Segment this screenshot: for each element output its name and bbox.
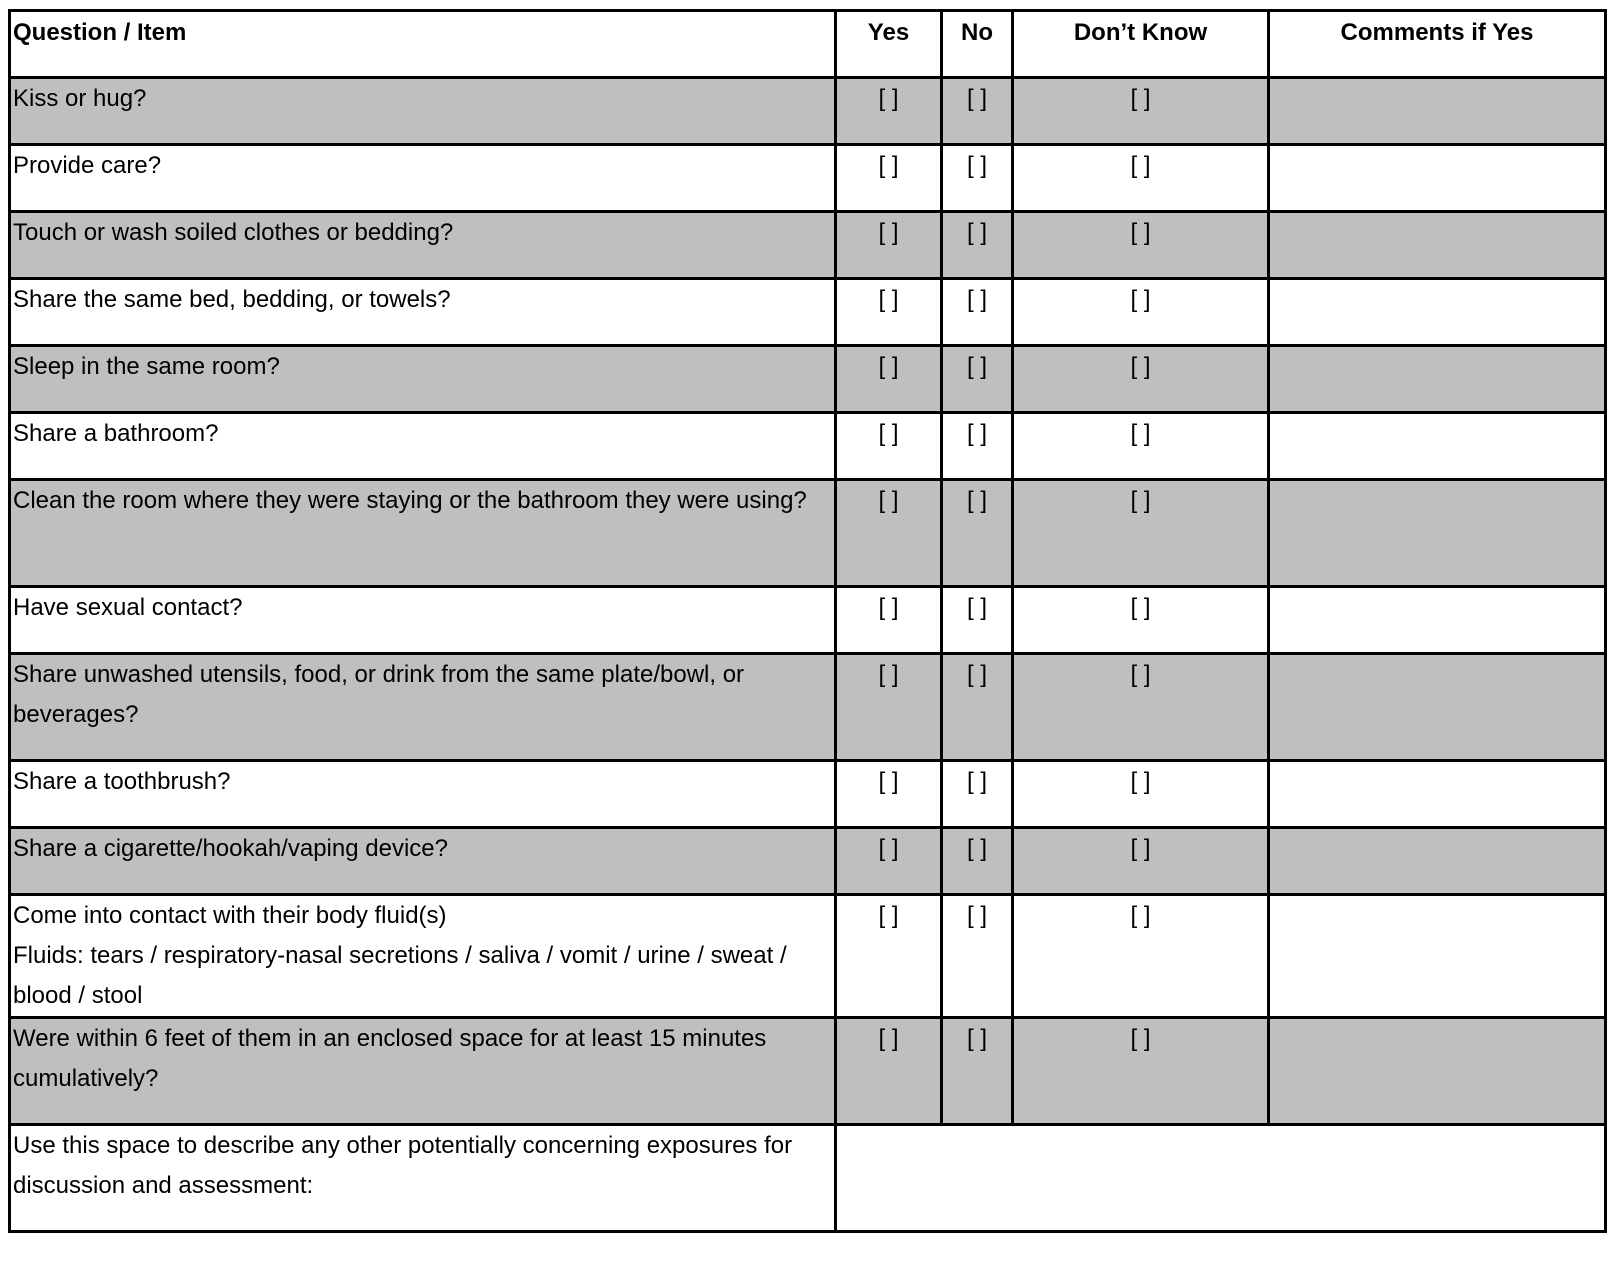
checkbox-glyph: [ ]: [1130, 768, 1151, 795]
checkbox-glyph: [ ]: [966, 768, 987, 795]
question-line: Sleep in the same room?: [13, 353, 280, 380]
question-text: [10, 895, 836, 1018]
yes-checkbox[interactable]: [836, 78, 942, 145]
checkbox-glyph: [ ]: [966, 152, 987, 179]
checkbox-glyph: [ ]: [966, 420, 987, 447]
yes-checkbox[interactable]: [836, 279, 942, 346]
checkbox-glyph: [ ]: [878, 152, 899, 179]
header-no: No: [942, 11, 1013, 78]
comments-field[interactable]: [1269, 279, 1606, 346]
checkbox-glyph: [ ]: [1130, 1025, 1151, 1052]
question-text: [10, 346, 836, 413]
table-row: [10, 279, 1606, 346]
question-text: [10, 1018, 836, 1125]
question-line: Share a bathroom?: [13, 420, 219, 447]
no-checkbox[interactable]: [942, 212, 1013, 279]
checkbox-glyph: [ ]: [878, 661, 899, 688]
question-line: Share a cigarette/hookah/vaping device?: [13, 835, 448, 862]
no-checkbox[interactable]: [942, 413, 1013, 480]
checkbox-glyph: [ ]: [878, 1025, 899, 1052]
table-row: [10, 587, 1606, 654]
checkbox-glyph: [ ]: [966, 1025, 987, 1052]
dont-know-checkbox[interactable]: [1013, 78, 1269, 145]
question-line: Clean the room where they were staying or the bathroom they were using?: [13, 487, 807, 514]
checkbox-glyph: [ ]: [878, 594, 899, 621]
checkbox-glyph: [ ]: [1130, 902, 1151, 929]
table-header-row: [10, 11, 1606, 78]
yes-checkbox[interactable]: [836, 587, 942, 654]
checkbox-glyph: [ ]: [878, 487, 899, 514]
comments-field[interactable]: [1269, 346, 1606, 413]
comments-field[interactable]: [1269, 212, 1606, 279]
checkbox-glyph: [ ]: [966, 661, 987, 688]
table-row: [10, 346, 1606, 413]
exposure-questionnaire-table: [8, 9, 1607, 1233]
comments-field[interactable]: [1269, 654, 1606, 761]
comments-field[interactable]: [1269, 587, 1606, 654]
question-line: Come into contact with their body fluid(s): [13, 902, 447, 929]
dont-know-checkbox[interactable]: [1013, 1018, 1269, 1125]
other-exposures-description-field[interactable]: [836, 1125, 1606, 1232]
comments-field[interactable]: [1269, 895, 1606, 1018]
question-line: Have sexual contact?: [13, 594, 243, 621]
header-dont-know: Don’t Know: [1013, 11, 1269, 78]
checkbox-glyph: [ ]: [1130, 835, 1151, 862]
checkbox-glyph: [ ]: [1130, 152, 1151, 179]
no-checkbox[interactable]: [942, 828, 1013, 895]
table-row: [10, 413, 1606, 480]
yes-checkbox[interactable]: [836, 895, 942, 1018]
table-row: [10, 828, 1606, 895]
checkbox-glyph: [ ]: [1130, 353, 1151, 380]
no-checkbox[interactable]: [942, 279, 1013, 346]
checkbox-glyph: [ ]: [1130, 594, 1151, 621]
checkbox-glyph: [ ]: [878, 286, 899, 313]
comments-field[interactable]: [1269, 1018, 1606, 1125]
question-text: [10, 480, 836, 587]
checkbox-glyph: [ ]: [878, 420, 899, 447]
checkbox-glyph: [ ]: [966, 219, 987, 246]
checkbox-glyph: [ ]: [1130, 420, 1151, 447]
question-rows: [10, 78, 1606, 1232]
comments-field[interactable]: [1269, 761, 1606, 828]
table-row: [10, 78, 1606, 145]
dont-know-checkbox[interactable]: [1013, 279, 1269, 346]
checkbox-glyph: [ ]: [966, 286, 987, 313]
question-line: Touch or wash soiled clothes or bedding?: [13, 219, 454, 246]
dont-know-checkbox[interactable]: [1013, 895, 1269, 1018]
question-line: Were within 6 feet of them in an enclosed space for at least 15 minutes cumulatively?: [13, 1025, 767, 1092]
table-row: [10, 212, 1606, 279]
other-exposures-row: [10, 1125, 1606, 1232]
checkbox-glyph: [ ]: [966, 594, 987, 621]
comments-field[interactable]: [1269, 78, 1606, 145]
comments-field[interactable]: [1269, 480, 1606, 587]
checkbox-glyph: [ ]: [1130, 661, 1151, 688]
no-checkbox[interactable]: [942, 761, 1013, 828]
other-exposures-prompt: Use this space to describe any other potentially concerning exposures for discussion and assessment:: [10, 1125, 836, 1232]
question-text: [10, 78, 836, 145]
dont-know-checkbox[interactable]: [1013, 212, 1269, 279]
dont-know-checkbox[interactable]: [1013, 346, 1269, 413]
question-text: [10, 279, 836, 346]
question-line: Provide care?: [13, 152, 162, 179]
yes-checkbox[interactable]: [836, 480, 942, 587]
checkbox-glyph: [ ]: [966, 85, 987, 112]
dont-know-checkbox[interactable]: [1013, 587, 1269, 654]
dont-know-checkbox[interactable]: [1013, 480, 1269, 587]
dont-know-checkbox[interactable]: [1013, 413, 1269, 480]
no-checkbox[interactable]: [942, 145, 1013, 212]
no-checkbox[interactable]: [942, 346, 1013, 413]
checkbox-glyph: [ ]: [1130, 286, 1151, 313]
table-row: [10, 654, 1606, 761]
table-row: [10, 480, 1606, 587]
checkbox-glyph: [ ]: [966, 353, 987, 380]
no-checkbox[interactable]: [942, 587, 1013, 654]
yes-checkbox[interactable]: [836, 413, 942, 480]
table-row: [10, 1018, 1606, 1125]
checkbox-glyph: [ ]: [878, 85, 899, 112]
question-line: Kiss or hug?: [13, 85, 147, 112]
checkbox-glyph: [ ]: [878, 835, 899, 862]
header-yes: Yes: [836, 11, 942, 78]
yes-checkbox[interactable]: [836, 654, 942, 761]
table-row: [10, 145, 1606, 212]
checkbox-glyph: [ ]: [1130, 487, 1151, 514]
yes-checkbox[interactable]: [836, 1018, 942, 1125]
yes-checkbox[interactable]: [836, 145, 942, 212]
question-text: [10, 413, 836, 480]
header-comments-if-yes: Comments if Yes: [1269, 11, 1606, 78]
yes-checkbox[interactable]: [836, 828, 942, 895]
checkbox-glyph: [ ]: [1130, 219, 1151, 246]
question-line: Share unwashed utensils, food, or drink from the same plate/bowl, or beverages?: [13, 661, 745, 728]
checkbox-glyph: [ ]: [966, 487, 987, 514]
dont-know-checkbox[interactable]: [1013, 145, 1269, 212]
question-text: [10, 212, 836, 279]
yes-checkbox[interactable]: [836, 346, 942, 413]
dont-know-checkbox[interactable]: [1013, 828, 1269, 895]
yes-checkbox[interactable]: [836, 212, 942, 279]
checkbox-glyph: [ ]: [878, 902, 899, 929]
question-text: [10, 828, 836, 895]
checkbox-glyph: [ ]: [878, 353, 899, 380]
question-line: Fluids: tears / respiratory-nasal secretions / saliva / vomit / urine / sweat / blood / stool: [13, 942, 787, 1009]
yes-checkbox[interactable]: [836, 761, 942, 828]
no-checkbox[interactable]: [942, 480, 1013, 587]
comments-field[interactable]: [1269, 145, 1606, 212]
dont-know-checkbox[interactable]: [1013, 761, 1269, 828]
question-line: Share a toothbrush?: [13, 768, 231, 795]
no-checkbox[interactable]: [942, 1018, 1013, 1125]
comments-field[interactable]: [1269, 828, 1606, 895]
no-checkbox[interactable]: [942, 654, 1013, 761]
table-row: [10, 761, 1606, 828]
table-row: [10, 895, 1606, 1018]
question-line: Share the same bed, bedding, or towels?: [13, 286, 451, 313]
comments-field[interactable]: [1269, 413, 1606, 480]
checkbox-glyph: [ ]: [878, 219, 899, 246]
checkbox-glyph: [ ]: [1130, 85, 1151, 112]
question-text: [10, 654, 836, 761]
header-question-item: Question / Item: [10, 11, 836, 78]
question-text: [10, 145, 836, 212]
question-text: [10, 587, 836, 654]
checkbox-glyph: [ ]: [966, 902, 987, 929]
checkbox-glyph: [ ]: [966, 835, 987, 862]
no-checkbox[interactable]: [942, 78, 1013, 145]
no-checkbox[interactable]: [942, 895, 1013, 1018]
dont-know-checkbox[interactable]: [1013, 654, 1269, 761]
checkbox-glyph: [ ]: [878, 768, 899, 795]
question-text: [10, 761, 836, 828]
